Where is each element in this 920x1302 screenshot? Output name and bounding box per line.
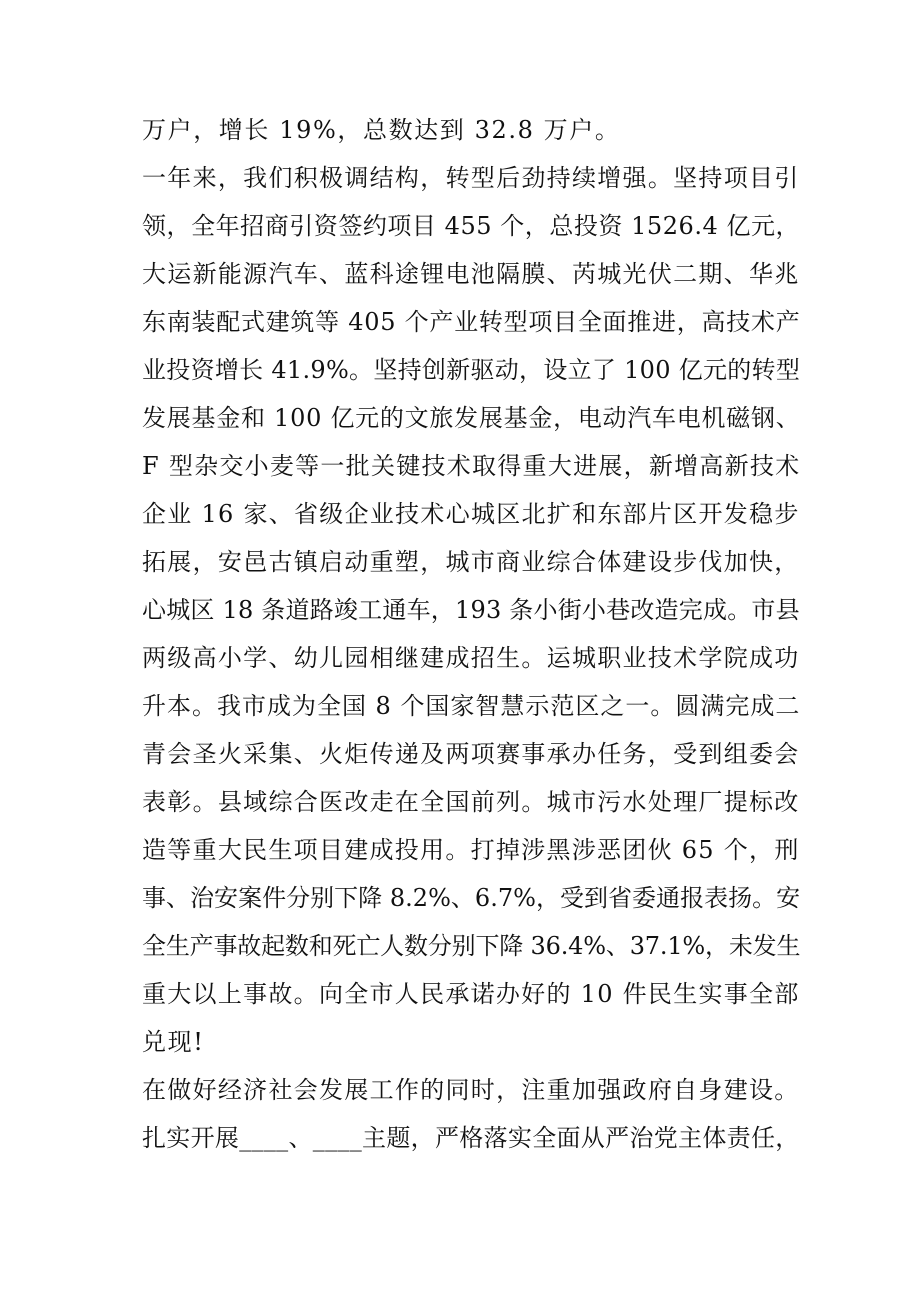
- text-line: 青会圣火采集、火炬传递及两项赛事承办任务，受到组委会: [142, 740, 800, 768]
- text-line: 重大以上事故。向全市人民承诺办好的 10 件民生实事全部: [142, 980, 800, 1008]
- text-line: 升本。我市成为全国 8 个国家智慧示范区之一。圆满完成二: [142, 692, 801, 720]
- text-line: 大运新能源汽车、蓝科途锂电池隔膜、芮城光伏二期、华兆: [142, 260, 800, 288]
- text-line: 拓展，安邑古镇启动重塑，城市商业综合体建设步伐加快，: [142, 548, 800, 576]
- text-line: 发展基金和 100 亿元的文旅发展基金，电动汽车电机磁钢、: [142, 404, 801, 432]
- text-line: 一年来，我们积极调结构，转型后劲持续增强。坚持项目引: [142, 164, 800, 192]
- text-line: 全生产事故起数和死亡人数分别下降 36.4%、37.1%，未发生: [142, 932, 801, 960]
- text-line: 心城区 18 条道路竣工通车，193 条小街小巷改造完成。市县: [142, 596, 800, 624]
- text-line: F 型杂交小麦等一批关键技术取得重大进展，新增高新技术: [142, 452, 801, 480]
- text-line: 在做好经济社会发展工作的同时，注重加强政府自身建设。: [142, 1076, 800, 1104]
- text-line: 事、治安案件分别下降 8.2%、6.7%，受到省委通报表扬。安: [142, 884, 801, 912]
- text-line: 扎实开展____、____主题，严格落实全面从严治党主体责任，: [142, 1124, 800, 1152]
- text-line: 企业 16 家、省级企业技术心城区北扩和东部片区开发稳步: [142, 500, 800, 528]
- text-line: 领，全年招商引资签约项目 455 个，总投资 1526.4 亿元，: [142, 212, 801, 240]
- text-line: 东南装配式建筑等 405 个产业转型项目全面推进，高技术产: [142, 308, 801, 336]
- text-line: 业投资增长 41.9%。坚持创新驱动，设立了 100 亿元的转型: [142, 356, 801, 384]
- text-line: 表彰。县域综合医改走在全国前列。城市污水处理厂提标改: [142, 788, 800, 816]
- text-line: 兑现!: [142, 1028, 205, 1056]
- text-line: 两级高小学、幼儿园相继建成招生。运城职业技术学院成功: [142, 644, 800, 672]
- text-line: 造等重大民生项目建成投用。打掉涉黑涉恶团伙 65 个，刑: [142, 836, 800, 864]
- text-line: 万户，增长 19%，总数达到 32.8 万户。: [142, 116, 621, 144]
